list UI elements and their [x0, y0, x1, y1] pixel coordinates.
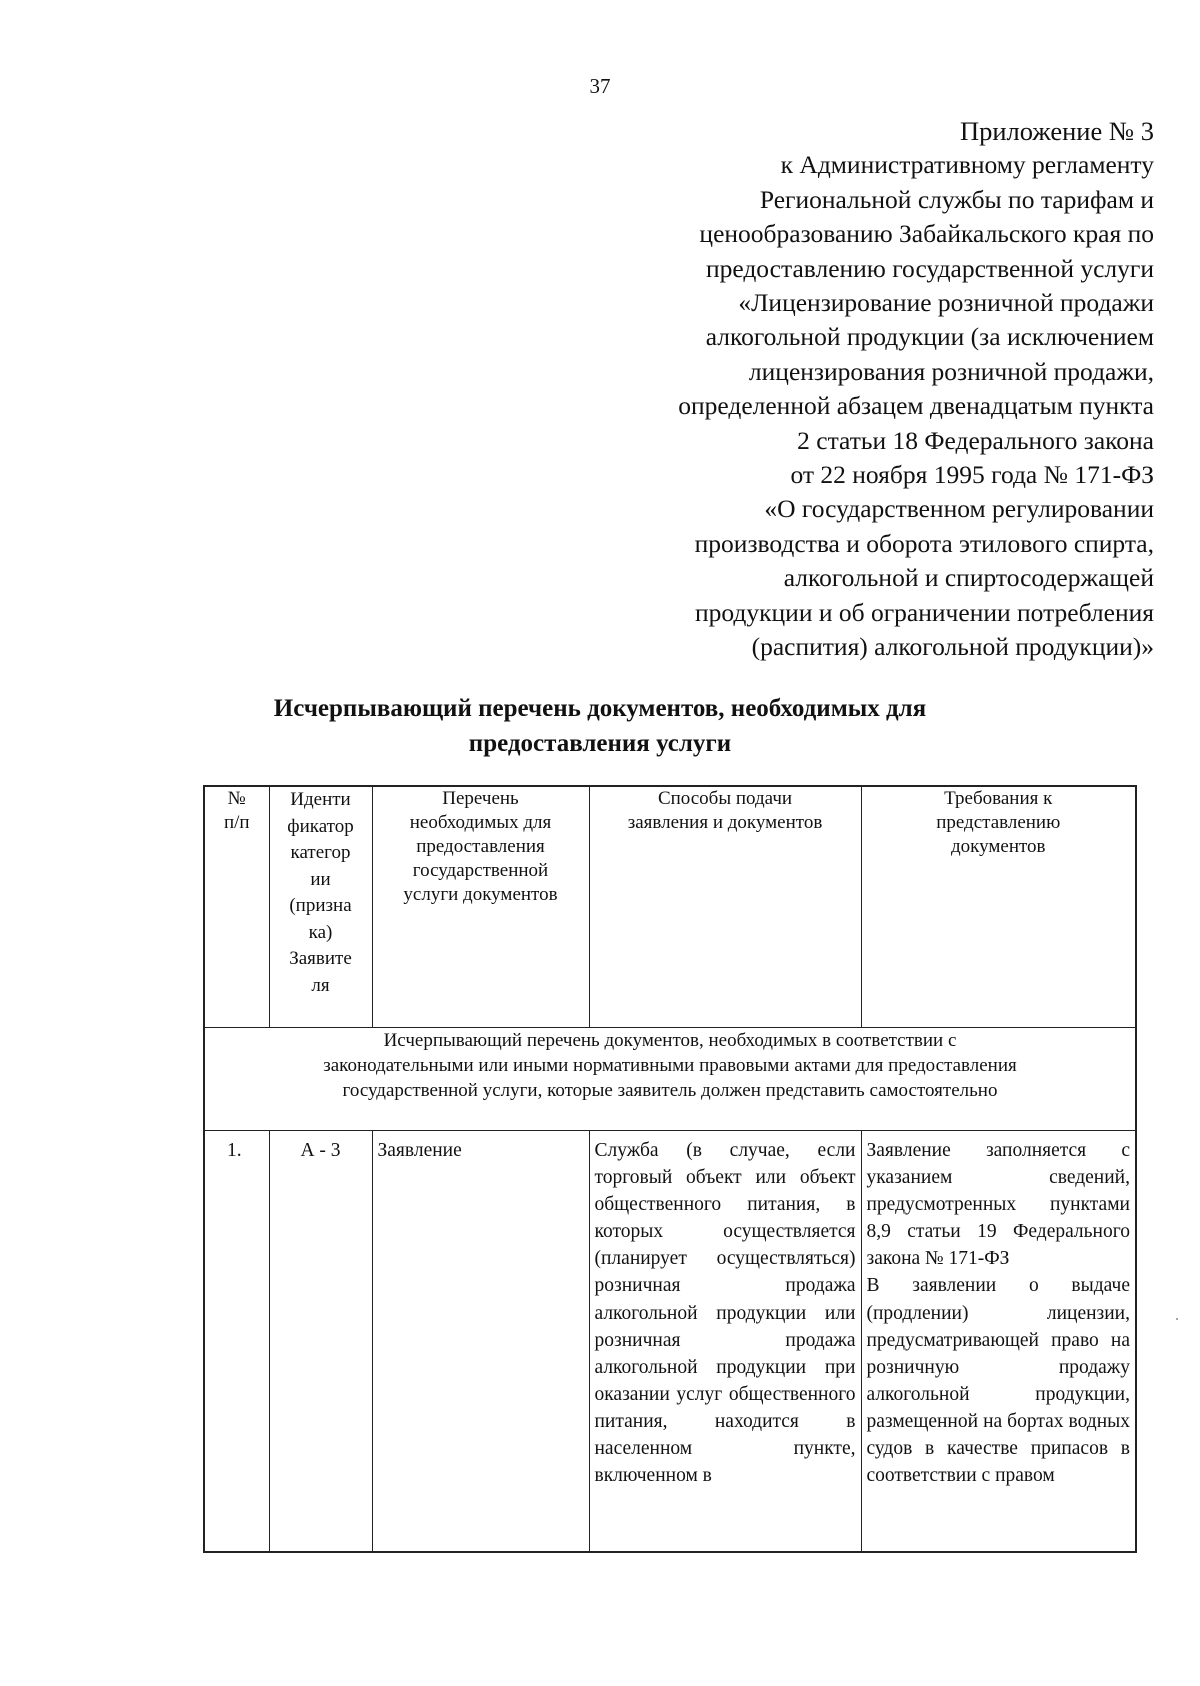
appendix-line: алкогольной продукции (за исключением [705, 322, 1154, 352]
section-heading-line: государственной услуги, которые заявитель должен представить самостоятельно [342, 1080, 998, 1101]
appendix-line: продукции и об ограничении потребления [695, 597, 1154, 627]
row-requirement-part: В заявлении о выдаче (продлении) лицензии, предусматривающей право на розничную продажу алкогольной продукции, размещенной на бортах водных судов в качестве припасов в соответствии с правом [866, 1275, 1130, 1487]
appendix-line: 2 статьи 18 Федерального закона [797, 425, 1154, 455]
cell-requirement [861, 1131, 1136, 1553]
header-line: фикатор [287, 815, 354, 837]
header-line: п/п [223, 812, 250, 833]
header-line: заявления и документов [627, 812, 823, 833]
appendix-line: (распития) алкогольной продукции)» [751, 632, 1154, 662]
appendix-title: Приложение № 3 [959, 116, 1154, 146]
appendix-line: к Административному регламенту [780, 150, 1154, 180]
section-heading-line: законодательными или иными нормативными правовыми актами для предоставления [323, 1055, 1017, 1076]
appendix-line: «О государственном регулировании [764, 494, 1154, 524]
cell-number [204, 1131, 269, 1553]
appendix-line: производства и оборота этилового спирта, [694, 528, 1154, 558]
document-title-line: Исчерпывающий перечень документов, необходимых для [273, 695, 927, 722]
header-line: ка) [308, 921, 333, 943]
header-line: Требования к [944, 788, 1053, 809]
header-line: Заявите [289, 948, 352, 969]
header-line: представлению [936, 812, 1061, 833]
row-document: Заявление [377, 1140, 462, 1161]
table-header-row [204, 786, 1136, 1028]
appendix-line: Региональной службы по тарифам и [759, 184, 1154, 214]
header-line: государственной [412, 860, 549, 881]
header-line: Способы подачи [657, 788, 793, 809]
appendix-line: «Лицензирование розничной продажи [738, 288, 1154, 318]
row-number: 1. [226, 1140, 242, 1161]
document-title [0, 691, 1200, 761]
page-number: 37 [589, 74, 611, 98]
row-category: А - 3 [300, 1140, 341, 1161]
header-line: Иденти [290, 789, 351, 810]
appendix-header [594, 114, 1154, 665]
header-line: ии [310, 868, 331, 890]
header-line: (призна [289, 895, 352, 916]
appendix-line: алкогольной и спиртосодержащей [783, 563, 1154, 593]
appendix-line: от 22 ноября 1995 года № 171-ФЗ [790, 460, 1154, 490]
cell-document [372, 1131, 589, 1553]
table-row [204, 1131, 1136, 1553]
section-heading-row [204, 1028, 1136, 1131]
cell-method [589, 1131, 861, 1553]
section-heading-line: Исчерпывающий перечень документов, необходимых в соответствии с [383, 1030, 957, 1051]
header-line: документов [950, 836, 1046, 857]
header-line: категор [290, 842, 351, 863]
header-requirements [861, 786, 1136, 1028]
header-line: услуги документов [403, 884, 558, 905]
header-line: Перечень [442, 788, 519, 809]
header-line: ля [311, 974, 330, 996]
appendix-line: определенной абзацем двенадцатым пункта [678, 391, 1154, 421]
header-line: необходимых для [409, 812, 552, 833]
appendix-line: ценообразованию Забайкальского края по [699, 219, 1154, 249]
document-title-line: предоставления услуги [468, 730, 732, 757]
header-category [269, 786, 372, 1028]
header-methods [589, 786, 861, 1028]
header-number [204, 786, 269, 1028]
row-method: Служба (в случае, если торговый объект или объект общественного питания, в которых осуществляется (планирует осуществляться) розничная продажа алкогольной продукции или розничная продажа алкогольной продукции при оказании услуг общественного питания, находится в населенном пункте, включенном в [594, 1140, 856, 1487]
header-line: № [227, 788, 246, 809]
row-requirement-part: Заявление заполняется с указанием сведений, предусмотренных пунктами 8,9 статьи 19 Федерального закона № 171-ФЗ [866, 1140, 1130, 1270]
appendix-line: лицензирования розничной продажи, [748, 356, 1154, 386]
appendix-line: предоставлению государственной услуги [705, 253, 1154, 283]
documents-table [203, 785, 1137, 1553]
header-documents [372, 786, 589, 1028]
scan-speck [1176, 1318, 1178, 1320]
section-heading [204, 1028, 1136, 1131]
cell-category [269, 1131, 372, 1553]
header-line: предоставления [416, 836, 545, 857]
